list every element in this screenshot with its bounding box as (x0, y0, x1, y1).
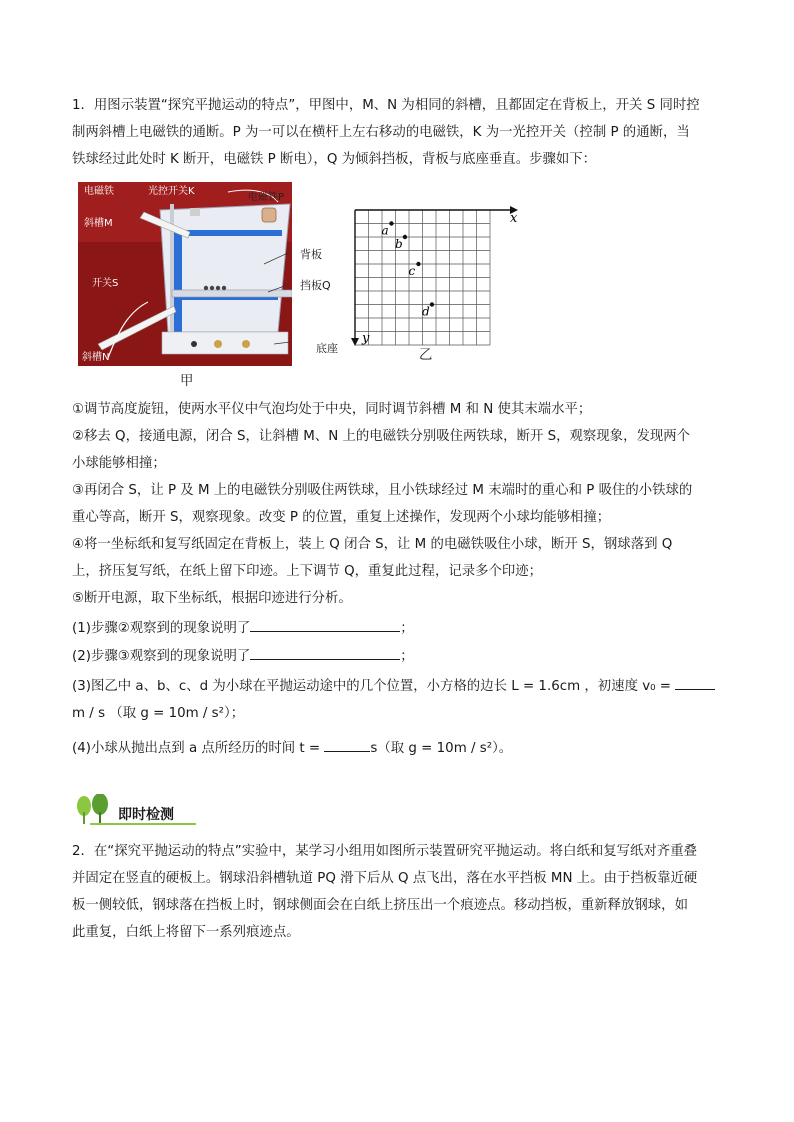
q2-line-1: 2．在“探究平抛运动的特点”实验中，某学习小组用如图所示装置研究平抛运动。将白纸和复写纸对齐重叠 (72, 844, 697, 859)
label-magnet: 电磁铁 (84, 186, 114, 197)
sub-question-1-end: ； (400, 621, 414, 636)
q2-line-4: 此重复，白纸上将留下一系列痕迹点。 (72, 925, 300, 940)
label-baffle-q: 挡板Q (300, 279, 331, 292)
sub-question-3 (72, 675, 715, 697)
graph-caption: 乙 (419, 348, 433, 363)
label-chute-m: 斜槽M (84, 218, 113, 229)
label-photo-switch: 光控开关K (148, 186, 195, 197)
x-axis-label: x (510, 211, 518, 226)
step-2: ②移去 Q，接通电源，闭合 S，让斜槽 M、N 上的电磁铁分别吸住两铁球，断开 S，观察现象，发现两个 (72, 429, 691, 444)
sub-question-2-end: ； (400, 649, 414, 664)
sub-question-3-text: (3)图乙中 a、b、c、d 为小球在平抛运动途中的几个位置，小方格的边长 L = 1.6cm ，初速度 v₀ = (72, 679, 671, 694)
tree-icon (92, 794, 108, 815)
scale-strip (174, 232, 182, 332)
step-3: ③再闭合 S，让 P 及 M 上的电磁铁分别吸住两铁球，且小铁球经过 M 末端时的重心和 P 吸住的小铁球的 (72, 483, 693, 498)
grid-lines (355, 210, 490, 345)
trajectory-grid (340, 198, 530, 348)
sub-question-2 (72, 645, 414, 667)
step-1: ①调节高度旋钮，使两水平仪中气泡均处于中央，同时调节斜槽 M 和 N 使其末端水平； (72, 402, 592, 417)
q2-line-3: 板一侧较低，钢球落在挡板上时，钢球侧面会在白纸上挤压出一个痕迹点。移动挡板，重新释放钢球，如 (72, 898, 688, 913)
section-title: 即时检测 (118, 807, 174, 823)
step-3-cont: 重心等高，断开 S，观察现象。改变 P 的位置，重复上述操作，发现两个小球均能够相撞； (72, 510, 611, 525)
sub-question-4-text: (4)小球从抛出点到 a 点所经历的时间 t = (72, 741, 321, 756)
sub-question-1-text: (1)步骤②观察到的现象说明了 (72, 621, 251, 636)
q1-line-2: 制两斜槽上电磁铁的通断。P 为一可以在横杆上左右移动的电磁铁，K 为一光控开关（控制 P 的通断，当 (72, 125, 690, 140)
label-magnet-p: 电磁铁P (248, 192, 285, 203)
q2-line-2: 并固定在竖直的硬板上。钢球沿斜槽轨道 PQ 滑下后从 Q 点飞出，落在水平挡板 MN 上。由于挡板靠近硬 (72, 871, 698, 886)
sub-question-2-text: (2)步骤③观察到的现象说明了 (72, 649, 251, 664)
answer-blank-2[interactable] (250, 645, 400, 660)
label-base: 底座 (316, 342, 338, 355)
photo-caption: 甲 (180, 374, 194, 389)
trace-point-label: d (421, 304, 430, 319)
q1-line-1: 1．用图示装置“探究平抛运动的特点”，甲图中，M、N 为相同的斜槽，且都固定在背板上，开关 S 同时控 (72, 98, 700, 113)
label-back-board: 背板 (300, 248, 322, 261)
answer-blank-3[interactable] (675, 675, 715, 690)
step-5: ⑤断开电源，取下坐标纸，根据印迹进行分析。 (72, 591, 352, 606)
sub-question-3-unit: m / s （取 g = 10m / s²）； (72, 706, 245, 721)
sub-question-4 (72, 737, 512, 759)
step-4-cont: 上，挤压复写纸，在纸上留下印迹。上下调节 Q，重复此过程，记录多个印迹； (72, 564, 543, 579)
step-2-cont: 小球能够相撞； (72, 456, 166, 471)
answer-blank-1[interactable] (250, 617, 400, 632)
sub-question-1 (72, 617, 414, 639)
trace-point (416, 262, 420, 266)
step-4: ④将一坐标纸和复写纸固定在背板上，装上 Q 闭合 S，让 M 的电磁铁吸住小球，断开 S，钢球落到 Q (72, 537, 673, 552)
answer-blank-4[interactable] (324, 737, 370, 752)
y-axis-label: y (362, 331, 370, 346)
trace-point-label: b (394, 237, 403, 251)
q1-line-3: 铁球经过此处时 K 断开，电磁铁 P 断电），Q 为倾斜挡板，背板与底座垂直。步骤如下： (72, 152, 597, 167)
apparatus-photo (78, 182, 292, 366)
trace-point-label: a (381, 223, 389, 238)
sub-question-4-unit: s（取 g = 10m / s²）。 (370, 741, 513, 756)
trace-point (389, 221, 393, 225)
section-underline (90, 823, 196, 825)
trace-point (403, 235, 407, 239)
label-switch-s: 开关S (92, 278, 119, 289)
trace-point-label: c (408, 264, 416, 278)
trace-point (430, 302, 434, 306)
label-chute-n: 斜槽N (82, 352, 110, 363)
